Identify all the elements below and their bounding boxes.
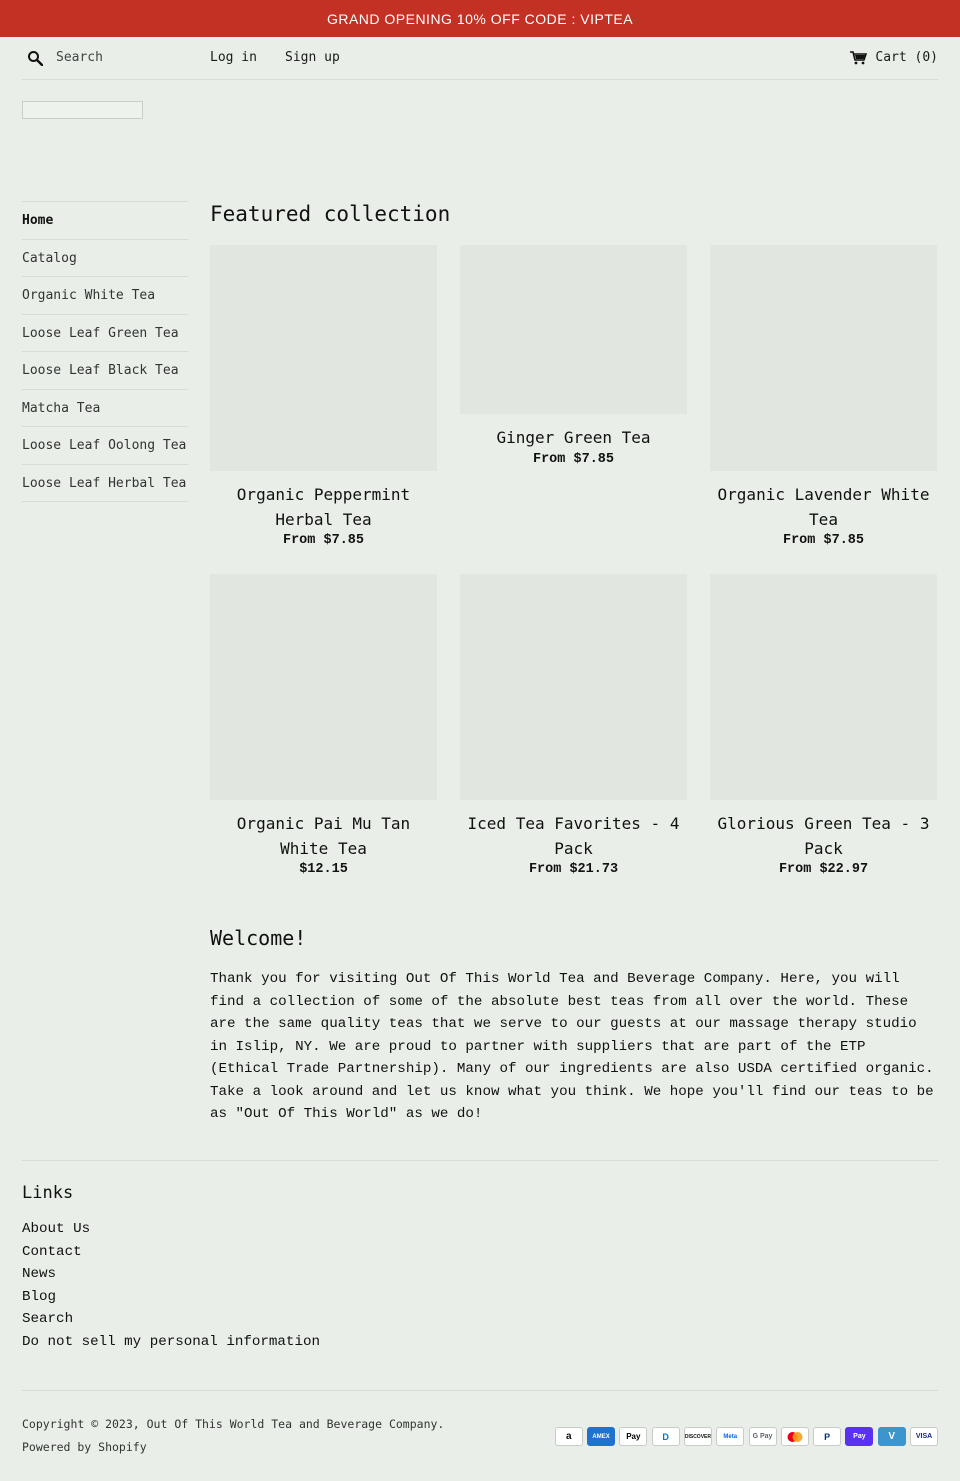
- amazon-icon: a: [555, 1427, 583, 1446]
- sidebar-item-catalog[interactable]: Catalog: [22, 239, 188, 277]
- product-card[interactable]: [210, 574, 437, 877]
- sidebar-nav: [22, 201, 188, 502]
- store-logo[interactable]: [22, 101, 143, 119]
- footer-links: [22, 1218, 320, 1353]
- product-image[interactable]: [210, 574, 437, 800]
- signup-link[interactable]: Sign up: [285, 50, 340, 65]
- product-image[interactable]: [710, 574, 937, 800]
- product-image[interactable]: [710, 245, 937, 471]
- amex-icon: AMEX: [587, 1427, 615, 1446]
- sidebar-item-home[interactable]: Home: [22, 201, 188, 239]
- product-price: From $7.85: [532, 451, 614, 467]
- welcome-title: Welcome!: [210, 926, 307, 950]
- sidebar-item-matcha-tea[interactable]: Matcha Tea: [22, 389, 188, 427]
- product-price: From $7.85: [782, 533, 864, 548]
- cart-link[interactable]: [850, 50, 938, 65]
- product-card[interactable]: [460, 245, 687, 467]
- product-card[interactable]: [710, 574, 937, 877]
- product-price: From $21.73: [528, 862, 619, 877]
- product-name[interactable]: Organic Pai Mu Tan White Tea: [236, 814, 411, 858]
- product-name[interactable]: Ginger Green Tea: [496, 428, 651, 447]
- welcome-text: Thank you for visiting Out Of This World Tea and Beverage Company. Here, you will find a collection of some of the absolute best teas from all over the world. These are the same quality teas that we serve to our guests at our massage therapy studio in Islip, NY. We are proud to partner with suppliers that are part of the ETP (Ethical Trade Partnership). Many of our ingredients are also USDA certified organic. Take a look around and let us know what you think. We hope you'll find our teas to be as "Out Of This World" as we do!: [210, 971, 934, 1122]
- featured-collection-title: Featured collection: [210, 202, 451, 226]
- footer-link-contact[interactable]: Contact: [22, 1243, 82, 1260]
- product-image[interactable]: [460, 245, 687, 414]
- mastercard-icon: [781, 1427, 809, 1446]
- paypal-icon: P: [813, 1427, 841, 1446]
- product-image[interactable]: [460, 574, 687, 800]
- product-image[interactable]: [210, 245, 437, 471]
- announcement-text: GRAND OPENING 10% OFF CODE : VIPTEA: [326, 10, 634, 27]
- diners-icon: D: [652, 1427, 680, 1446]
- product-name[interactable]: Organic Lavender White Tea: [717, 485, 930, 529]
- mastercard-circles-icon: [786, 1431, 804, 1443]
- discover-icon: DISCOVER: [684, 1427, 712, 1446]
- product-price: From $22.97: [778, 862, 869, 877]
- footer-link-blog[interactable]: Blog: [22, 1288, 57, 1305]
- product-name[interactable]: Iced Tea Favorites - 4 Pack: [467, 814, 680, 858]
- sidebar-item-loose-leaf-green-tea[interactable]: Loose Leaf Green Tea: [22, 314, 188, 352]
- powered-by-link[interactable]: Powered by Shopify: [22, 1440, 147, 1454]
- product-card[interactable]: [710, 245, 937, 548]
- google-pay-icon: G Pay: [749, 1427, 777, 1446]
- venmo-icon: V: [878, 1427, 906, 1446]
- copyright-text: Copyright © 2023, Out Of This World Tea and Beverage Company.: [22, 1417, 445, 1431]
- search-icon[interactable]: [27, 50, 43, 66]
- visa-icon: VISA: [910, 1427, 938, 1446]
- sidebar-item-loose-leaf-black-tea[interactable]: Loose Leaf Black Tea: [22, 351, 188, 389]
- sidebar-item-loose-leaf-herbal-tea[interactable]: Loose Leaf Herbal Tea: [22, 464, 188, 502]
- announcement-bar: [0, 0, 960, 37]
- footer-bottom-divider: [22, 1390, 938, 1391]
- payment-icons: [555, 1427, 938, 1446]
- product-name[interactable]: Glorious Green Tea - 3 Pack: [717, 814, 930, 858]
- footer-link-search[interactable]: Search: [22, 1311, 74, 1327]
- footer-link-news[interactable]: News: [22, 1266, 57, 1282]
- cart-label: Cart (0): [875, 50, 938, 65]
- product-name[interactable]: Organic Peppermint Herbal Tea: [236, 485, 411, 529]
- site-header: [22, 37, 938, 80]
- footer-link-about-us[interactable]: About Us: [22, 1221, 91, 1237]
- product-price: $12.15: [299, 862, 348, 877]
- footer-divider: [22, 1160, 938, 1161]
- apple-pay-icon: Pay: [619, 1427, 647, 1446]
- sidebar-item-organic-white-tea[interactable]: Organic White Tea: [22, 276, 188, 314]
- shop-pay-icon: Pay: [845, 1427, 873, 1446]
- sidebar-item-loose-leaf-oolong-tea[interactable]: Loose Leaf Oolong Tea: [22, 426, 188, 464]
- login-link[interactable]: Log in: [210, 50, 257, 65]
- meta-pay-icon: Meta: [716, 1427, 744, 1446]
- footer-links-title: Links: [22, 1183, 74, 1203]
- product-price: From $7.85: [282, 533, 364, 548]
- search-input[interactable]: [56, 46, 206, 68]
- product-card[interactable]: [460, 574, 687, 877]
- cart-icon: [850, 51, 867, 65]
- footer-link-do-not-sell[interactable]: Do not sell my personal information: [22, 1333, 320, 1350]
- product-card[interactable]: [210, 245, 437, 548]
